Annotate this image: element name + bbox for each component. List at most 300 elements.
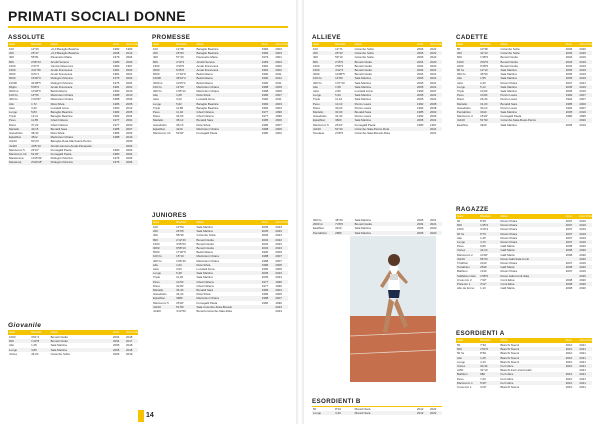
cell-anno-prest: 2020	[578, 51, 592, 55]
cell-gara: 3000	[9, 72, 16, 77]
cell-risultato: 2,80	[335, 89, 341, 94]
cell-anno: 2010	[565, 385, 573, 390]
page-title: PRIMATI SOCIALI DONNE	[8, 8, 186, 24]
cell-atleta: Perico Laura	[500, 97, 517, 102]
cell-risultato: 7'40"	[480, 277, 487, 282]
cell-gara: 800	[152, 238, 175, 242]
cell-anno: 2006	[416, 47, 424, 51]
cell-anno: 2005	[565, 89, 573, 94]
col-header-risultato: Risultato	[479, 215, 499, 219]
cell-atleta: Amati Francesca	[50, 85, 112, 89]
cell-anno-prest: 2005	[125, 102, 138, 106]
cell-anno-prest: 2012	[125, 105, 133, 110]
col-header-risultato: Risultato	[479, 43, 499, 47]
cell-atleta: Bianchi Noemi	[500, 343, 520, 347]
col-header-anno-prest: Anno Prest.	[275, 221, 290, 224]
table-body	[312, 218, 442, 235]
col-header-anno: Anno	[565, 215, 579, 219]
cell-anno: 2006	[565, 47, 573, 51]
cell-atleta: Colombo-Sala-Rossi-Perico	[500, 118, 565, 122]
cell-risultato: 2,40	[480, 80, 486, 85]
cell-risultato: 3980	[175, 296, 195, 300]
col-header-gara: Gara	[312, 43, 334, 47]
cell-anno-prest: 2019	[578, 110, 592, 114]
cell-anno: 1990	[261, 267, 269, 272]
cell-atleta: Rota Silvia	[196, 292, 211, 297]
cell-atleta: Cantoni Eleonora	[50, 63, 73, 68]
cell-anno-prest: 2021	[429, 97, 437, 102]
cell-atleta: Rota Silvia	[196, 122, 211, 127]
cell-anno: 2008	[565, 282, 579, 286]
cell-anno: 2004	[261, 246, 275, 250]
cell-atleta: Airoldi Serena	[50, 60, 112, 64]
page-number: 14	[146, 412, 154, 419]
cell-risultato: 51"80	[175, 305, 195, 309]
cell-gara: Marcia km 3	[457, 114, 473, 119]
cell-atleta: Bonetti Giulia	[500, 63, 518, 68]
table-row	[312, 231, 442, 235]
cell-anno-prest: 2001	[125, 118, 138, 122]
cell-risultato: 9'58"10	[175, 246, 195, 250]
cell-gara: 80 hs	[456, 68, 479, 72]
col-header-gara: Gara	[456, 215, 479, 219]
cell-risultato: 2540	[479, 265, 499, 269]
cell-risultato: 4'12"50	[176, 309, 186, 314]
cell-risultato: 26"05	[175, 229, 195, 233]
cell-atleta: Amati Francesca	[196, 68, 261, 72]
cell-atleta: Pellegrini Monica	[50, 160, 112, 164]
cell-atleta: Mazzoleni Chiara	[196, 89, 219, 94]
cell-anno: 1986	[112, 131, 120, 136]
cell-risultato: 50"20	[31, 139, 39, 144]
cell-gara: Lungo	[152, 102, 175, 106]
cell-atleta: Bonetti Giulia	[354, 63, 372, 68]
cell-gara: Peso	[456, 93, 479, 97]
cell-risultato: 30,20	[335, 105, 343, 110]
cell-anno: 2004	[416, 222, 429, 226]
cell-atleta: Sala Martina	[354, 93, 416, 97]
table-row	[456, 286, 592, 290]
cell-gara: 200	[152, 229, 175, 233]
cell-gara: 50 hs	[457, 351, 465, 356]
cell-atleta: Conti Elisa	[500, 282, 565, 286]
cell-anno: 1980	[261, 131, 269, 136]
cell-atleta: Bonaldi Sara	[196, 118, 261, 122]
cell-atleta: Bianchi-Ferri-Conti-Galli	[500, 368, 532, 373]
cell-anno-prest: 2020	[579, 244, 586, 249]
cell-risultato: 4'05"10	[30, 144, 50, 148]
cell-anno-prest: 2004	[274, 60, 288, 64]
cell-atleta: Bonaldi Sara	[500, 102, 565, 106]
section-title: Giovanile	[8, 322, 138, 331]
col-header-atleta: Atleta	[196, 43, 261, 47]
cell-anno-prest: 2002	[429, 110, 442, 114]
col-header-anno: Anno	[416, 43, 429, 47]
cell-gara: 4x100	[152, 305, 175, 309]
cell-atleta: Bianchi Noemi	[500, 351, 520, 356]
cell-anno: 2007	[565, 219, 573, 223]
cell-anno: 1988	[261, 258, 269, 263]
cell-gara: Eptathlon	[8, 135, 30, 139]
cell-atleta: Amati Francesca	[50, 68, 112, 72]
col-header-anno: Anno	[261, 43, 275, 47]
cell-atleta: Sala Martina	[354, 85, 416, 89]
col-header-atleta: Atleta	[354, 43, 416, 47]
records-table	[152, 43, 288, 135]
col-header-gara: Gara	[8, 43, 30, 47]
cell-risultato: 12"48	[176, 47, 184, 51]
cell-gara: 1000	[456, 60, 479, 64]
cell-anno-prest: 2003	[275, 47, 282, 51]
cell-risultato: 3,20	[176, 97, 182, 102]
cell-anno: 1988	[261, 127, 275, 131]
cell-atleta: Ferri Alice	[500, 364, 565, 368]
cell-gara: 300 hs	[313, 218, 322, 222]
cell-anno: 2004	[112, 339, 125, 343]
cell-anno: 2010	[565, 364, 579, 368]
cell-gara: Cross km 2	[457, 277, 472, 282]
cell-anno: 2005	[416, 218, 424, 222]
cell-anno: 2010	[565, 351, 573, 356]
table-row	[312, 131, 442, 135]
cell-atleta: Belotti Elena	[50, 89, 67, 94]
cell-gara: 800	[152, 60, 175, 64]
cell-atleta: Baraglio-Rota-Mazzoleni-Perico	[50, 139, 92, 144]
cell-anno: 2005	[416, 231, 429, 235]
cell-atleta: Galli Marta	[500, 244, 515, 249]
cell-atleta: Baraglio Beatrice	[196, 47, 219, 51]
col-header-anno-prest: Anno Prest.	[579, 339, 594, 342]
cell-anno-prest: 2021	[578, 347, 592, 351]
cell-anno-prest: 2021	[579, 80, 586, 85]
cell-anno-prest: 2019	[578, 223, 592, 227]
cell-anno: 1980	[261, 300, 269, 305]
cell-risultato: 4'42"3	[334, 68, 354, 72]
cell-anno-prest: 2023	[275, 241, 282, 246]
cell-atleta: Bonetti Giulia	[500, 55, 518, 60]
cell-anno: 1985	[261, 288, 275, 292]
cell-risultato: 2'08"13	[30, 60, 50, 64]
cell-risultato: 2h40'18"	[30, 160, 50, 164]
cell-atleta: Ghezzi Elena	[196, 280, 261, 284]
cell-anno: 2010	[565, 376, 573, 381]
cell-gara: Eptathlon	[152, 296, 175, 300]
cell-gara: Martello	[8, 127, 30, 131]
cell-anno-prest: 2020	[578, 265, 592, 269]
table-row	[312, 411, 442, 415]
cell-anno: 2006	[565, 51, 579, 55]
cell-anno-prest: 2002	[274, 68, 288, 72]
cell-atleta: Belotti Elena	[196, 72, 213, 77]
cell-anno-prest: 2012	[274, 76, 288, 80]
cell-gara: 3000	[152, 246, 175, 250]
cell-risultato: 34'08"5	[31, 80, 41, 85]
cell-risultato: 26"30	[334, 51, 354, 55]
cell-anno: 1985	[261, 118, 275, 122]
cell-atleta: Mazzoleni Chiara	[50, 135, 112, 139]
cell-risultato: 2'15"0	[334, 60, 354, 64]
records-table	[456, 339, 592, 389]
cell-anno: 1977	[112, 122, 120, 127]
cell-anno-prest: 2005	[125, 156, 133, 161]
cell-gara: 1500	[153, 241, 160, 246]
cell-gara: 50	[313, 407, 317, 411]
cell-anno-prest: 2024	[275, 275, 282, 280]
cell-atleta: Belotti Elena	[196, 76, 261, 80]
cell-anno: 1986	[112, 102, 125, 106]
cell-risultato: 4,10	[480, 359, 486, 364]
col-header-anno: Anno	[112, 331, 125, 335]
col-header-risultato: Risultato	[30, 43, 50, 47]
cell-anno: 2006	[261, 233, 269, 238]
col-header-anno-prest: Anno Prest.	[429, 43, 445, 46]
cell-anno-prest: 2023	[274, 271, 288, 275]
cell-gara: 400	[9, 55, 14, 60]
col-header-atleta: Atleta	[500, 215, 565, 219]
cell-anno-prest: 2022	[429, 51, 442, 55]
table-body	[312, 407, 442, 415]
cell-anno-prest: 2020	[578, 248, 592, 252]
cell-risultato: 16'30"0	[30, 76, 50, 80]
col-header-atleta: Atleta	[500, 339, 565, 343]
cell-anno-prest: 2021	[578, 356, 592, 360]
cell-anno-prest: 2021	[579, 351, 586, 356]
cell-gara: Lungo	[456, 85, 479, 89]
cell-anno-prest: 2023	[274, 229, 288, 233]
cell-gara: Giavellotto	[153, 122, 167, 127]
cell-gara: Alto	[456, 356, 479, 360]
cell-anno: 1992	[416, 114, 424, 119]
col-header-gara: Gara	[456, 339, 479, 343]
cell-atleta: Rota Silvia	[196, 93, 261, 97]
cell-atleta: Bonetti Giulia	[196, 241, 214, 246]
col-header-risultato: Risultato	[175, 43, 195, 47]
cell-anno-prest: 2007	[274, 296, 288, 300]
table-row	[456, 385, 592, 389]
cell-risultato: 1'58"0	[479, 274, 499, 278]
cell-atleta: Sala Martina	[500, 110, 565, 114]
cell-atleta: Ghezzi Elena	[50, 122, 68, 127]
cell-gara: 60	[457, 219, 461, 223]
cell-gara: 1000	[9, 63, 16, 68]
cell-anno-prest: 2021	[579, 376, 586, 381]
cell-anno: 2006	[416, 55, 424, 60]
cell-anno: 1992	[565, 93, 579, 97]
cell-atleta: Rossi Chiara	[500, 240, 565, 244]
cell-atleta: Ferri Alice	[500, 381, 565, 385]
cell-risultato: 3010	[479, 110, 499, 114]
cell-atleta: Bianchi Noemi	[500, 385, 520, 390]
cell-atleta: Rota Silvia	[196, 263, 261, 267]
cell-anno-prest: 2024	[275, 233, 282, 238]
cell-atleta: Rossi Chiara	[500, 269, 518, 274]
cell-atleta: Locatelli Anna	[50, 105, 69, 110]
cell-anno: 1980	[416, 122, 424, 127]
cell-gara: Pentathlon	[312, 231, 334, 235]
cell-anno: 1981	[261, 63, 269, 68]
cell-anno-prest: 2019	[578, 68, 592, 72]
col-header-risultato: Risultato	[30, 331, 50, 335]
cell-risultato: 1'52"0	[479, 347, 499, 351]
cell-anno: 2008	[112, 51, 125, 55]
records-table	[8, 331, 141, 356]
table-row	[152, 309, 288, 313]
cell-risultato: 11,80	[176, 105, 184, 110]
cell-anno: 2004	[565, 55, 573, 60]
cell-anno: 2004	[416, 63, 424, 68]
cell-atleta: Mazzoleni Chiara	[196, 296, 261, 300]
cell-risultato: 17'02"8	[176, 72, 186, 77]
cell-anno-prest: 2007	[578, 93, 592, 97]
cell-atleta: Bianchi Noemi	[500, 359, 520, 364]
cell-atleta: Sala-Colombo-Rota-Bonetti	[196, 305, 261, 309]
cell-atleta: Colombo-Sala-Bonetti-Rota	[354, 131, 390, 136]
cell-atleta: Bianchi Noemi	[500, 347, 565, 351]
cell-risultato: 1'45"2	[479, 223, 499, 227]
col-header-gara: Gara	[152, 221, 175, 225]
cell-anno-prest: 2022	[429, 55, 437, 60]
cell-gara: 100 hs	[152, 85, 175, 89]
cell-risultato: 58"30	[176, 233, 184, 238]
cell-anno-prest: 2003	[125, 76, 138, 80]
cell-atleta: Amati Francesca	[196, 63, 219, 68]
cell-atleta: Rota Silvia	[50, 102, 112, 106]
cell-anno-prest: 2001	[125, 85, 138, 89]
cell-risultato: 26'10"	[335, 122, 344, 127]
cell-anno-prest: 2019	[579, 269, 586, 274]
cell-anno-prest: 2021	[429, 218, 437, 222]
cell-atleta: Rota Silvia	[50, 131, 65, 136]
cell-atleta: Bonetti Giulia	[354, 72, 372, 77]
cell-gara: Asta	[457, 80, 463, 85]
cell-anno-prest: 2021	[429, 85, 442, 89]
cell-anno-prest: 2005	[125, 110, 138, 114]
cell-anno: 1988	[112, 97, 120, 102]
cell-anno-prest: 2013	[125, 89, 133, 94]
cell-risultato: 10,50	[175, 280, 195, 284]
cell-anno: 2008	[565, 286, 573, 291]
cell-atleta: Bonetti Giulia	[354, 68, 416, 72]
cell-risultato: 6'48"5	[480, 63, 489, 68]
table-body	[152, 47, 288, 135]
cell-risultato: 2'28"0	[335, 131, 344, 136]
cell-gara: Martello	[152, 288, 175, 292]
cell-risultato: 5,12	[479, 85, 499, 89]
cell-anno-prest: 1997	[125, 63, 133, 68]
cell-anno: 1983	[112, 60, 125, 64]
col-header-anno: Anno	[261, 221, 275, 225]
col-header-atleta: Atleta	[50, 331, 112, 335]
cell-anno-prest: 2020	[579, 252, 586, 257]
cell-anno-prest: 2020	[579, 277, 586, 282]
cell-anno-prest: 1996	[275, 283, 282, 288]
cell-atleta: Sala Martina	[196, 275, 213, 280]
cell-anno: 2007	[565, 232, 579, 236]
cell-gara: Marcia km 5	[153, 300, 169, 305]
cell-gara: Alto	[152, 93, 175, 97]
cell-atleta: Colombo Sofia	[354, 51, 416, 55]
cell-gara: 4x100	[312, 127, 334, 131]
cell-anno: 1977	[261, 283, 269, 288]
cell-atleta: Bonaldi Sara	[196, 288, 261, 292]
cell-anno-prest: 2003	[125, 60, 138, 64]
cell-atleta: Ghezzi Elena	[50, 118, 112, 122]
cell-atleta: Sala Martina	[500, 68, 565, 72]
cell-gara: Peso	[152, 110, 175, 114]
cell-risultato: 38,40	[31, 131, 39, 136]
cell-anno: 1980	[565, 114, 573, 119]
cell-anno-prest: 2008	[429, 102, 442, 106]
cell-anno-prest: 2006	[125, 160, 138, 164]
cell-gara: Marcia km 5	[9, 147, 25, 152]
cell-risultato: 11,40	[176, 275, 184, 280]
cell-atleta: Belotti Elena	[196, 80, 213, 85]
cell-anno	[416, 131, 429, 135]
cell-anno: 1981	[261, 68, 275, 72]
cell-anno: 1980	[112, 147, 120, 152]
cell-gara: Esathlon	[457, 122, 469, 127]
cell-anno-prest: 2020	[429, 60, 442, 64]
cell-anno-prest: 2018	[125, 348, 138, 352]
cell-atleta: Moretti Sara	[354, 407, 371, 411]
cell-anno-prest: 1995	[579, 114, 586, 119]
cell-risultato: 1'06"40	[176, 258, 186, 263]
cell-anno-prest: 2021	[429, 222, 442, 226]
cell-risultato: 1,62	[175, 263, 195, 267]
cell-gara: 200	[312, 51, 334, 55]
cell-gara: Lungo	[457, 359, 466, 364]
cell-anno-prest: 2003	[275, 105, 282, 110]
cell-gara: Marcia km 10	[153, 131, 171, 136]
cell-gara: Biathlon	[456, 372, 479, 376]
cell-anno-prest: 2019	[579, 89, 586, 94]
cell-gara: 1500	[153, 63, 160, 68]
cell-anno-prest: 2007	[579, 105, 586, 110]
cell-risultato: 17'30"5	[176, 250, 186, 255]
cell-gara: Vortex	[9, 351, 18, 356]
cell-anno: 1982	[112, 114, 120, 119]
cell-risultato: 3'12"	[479, 282, 499, 286]
cell-atleta: Sala Martina	[196, 229, 261, 233]
cell-anno-prest: 2019	[579, 63, 586, 68]
records-table	[312, 407, 442, 415]
cell-anno: 1977	[261, 280, 275, 284]
cell-anno: 2004	[416, 72, 424, 77]
cell-risultato: 4'10"	[480, 385, 487, 390]
col-header-anno-prest: Anno Prest.	[579, 215, 594, 218]
cell-gara: 5000	[153, 250, 160, 255]
cell-risultato: 3'10"4	[480, 227, 489, 232]
cell-anno: 1975	[112, 80, 120, 85]
cell-atleta: Rossi Chiara	[500, 227, 518, 232]
cell-atleta: Perico Laura	[354, 102, 416, 106]
cell-gara: Vortex	[456, 364, 479, 368]
cell-gara: Alto	[457, 235, 462, 240]
cell-atleta: Locatelli Anna	[196, 267, 215, 272]
cell-anno-prest: 2004	[125, 114, 133, 119]
cell-risultato: 30,10	[480, 105, 488, 110]
cell-anno: 1985	[112, 127, 125, 131]
cell-gara: 100 hs	[152, 254, 175, 258]
cell-risultato: 51'20"	[30, 152, 50, 156]
cell-anno: 1982	[261, 105, 269, 110]
cell-atleta: Locatelli Anna	[196, 97, 215, 102]
cell-anno-prest: 2020	[579, 47, 586, 51]
cell-risultato: 24'10"	[31, 147, 40, 152]
cell-atleta: Sala Martina	[354, 80, 371, 85]
cell-anno: 1990	[261, 250, 269, 255]
col-header-anno-prest: Anno Prest.	[125, 43, 141, 46]
